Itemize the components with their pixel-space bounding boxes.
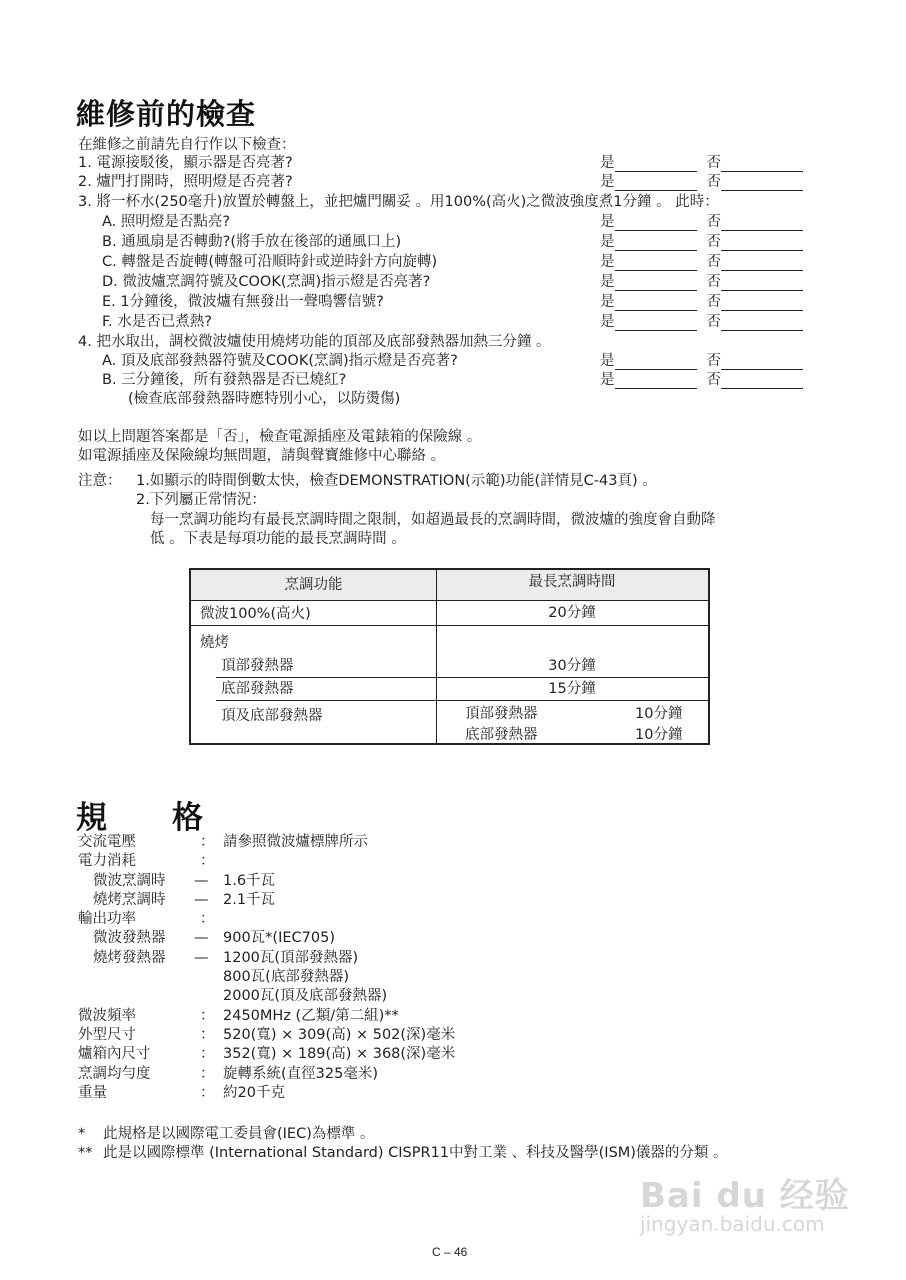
spec-label: 重量	[78, 1084, 107, 1101]
footnote-1-text: 此規格是以國際電工委員會(IEC)為標準 。	[103, 1126, 375, 1142]
table-row-both-bottom-name: 底部發熱器	[465, 727, 538, 743]
checklist-item-4b: B. 三分鐘後，所有發熱器是否已燒紅?	[102, 372, 347, 388]
spec-row-output-power	[78, 910, 598, 929]
answer-field-4a[interactable]: 是 否	[600, 352, 803, 370]
table-row-top-heater-time: 30分鐘	[548, 658, 596, 674]
spec-separator: ：	[200, 1007, 215, 1024]
spec-separator: ：	[200, 853, 215, 870]
table-row-microwave-time: 20分鐘	[548, 605, 596, 621]
spec-label: 燒烤烹調時	[93, 891, 166, 908]
max-cooking-time-table	[189, 568, 710, 745]
spec-separator: ：	[200, 911, 215, 928]
intro-text: 在維修之前請先自行作以下檢查：	[78, 137, 296, 153]
table-row-both-top-name: 頂部發熱器	[465, 706, 538, 722]
spec-label: 交流電壓	[78, 834, 136, 850]
checklist-item-3f: F. 水是否已煮熱?	[102, 314, 212, 330]
spec-row-ac-voltage	[78, 833, 598, 852]
spec-row-weight	[78, 1084, 598, 1103]
table-row-top-heater-label: 頂部發熱器	[221, 658, 294, 674]
spec-value: 1200瓦(頂部發熱器)	[223, 949, 359, 966]
answer-field-3e[interactable]: 是 否	[600, 293, 803, 311]
spec-separator: ：	[200, 834, 215, 850]
spec-value: 約20千克	[223, 1084, 285, 1101]
spec-row-microwave-frequency	[78, 1007, 598, 1026]
footnote-2-mark: **	[78, 1145, 93, 1161]
spec-separator: —	[194, 891, 209, 908]
checklist-item-3: 3. 將一杯水(250毫升)放置於轉盤上，並把爐門關妥 。用100%(高火)之微波強度煮1分鐘 。 此時：	[78, 194, 719, 210]
spec-label: 微波烹調時	[93, 872, 166, 889]
spec-label: 燒烤發熱器	[93, 949, 166, 966]
no-blank[interactable]	[721, 295, 803, 311]
table-row-bottom-heater-time: 15分鐘	[548, 681, 596, 697]
footnote-1-mark: *	[78, 1126, 86, 1142]
checklist-item-2: 2. 爐門打開時，照明燈是否亮著?	[78, 174, 293, 190]
spec-row-outer-dimensions	[78, 1026, 598, 1045]
checklist-item-3c: C. 轉盤是否旋轉(轉盤可沿順時針或逆時針方向旋轉)	[102, 254, 438, 270]
spec-row-microwave-cooking	[78, 872, 598, 891]
note-label: 注意：	[78, 473, 122, 489]
table-divider	[216, 677, 708, 678]
baidu-watermark-logo: Bai du 经验	[640, 1176, 850, 1216]
spec-value: 旋轉系統(直徑325毫米)	[223, 1065, 378, 1082]
spec-row-grill-cooking	[78, 891, 598, 910]
spec-row-power-consumption	[78, 852, 598, 871]
checklist-item-3e: E. 1分鐘後，微波爐有無發出一聲鳴響信號?	[102, 294, 384, 310]
spec-value: 1.6千瓦	[223, 872, 276, 889]
table-row-both-bottom-time: 10分鐘	[635, 727, 683, 743]
checklist-item-4-caution: (檢查底部發熱器時應特別小心，以防燙傷)	[128, 391, 401, 407]
spec-row-grill-heater	[78, 949, 598, 968]
note-1: 1.如顯示的時間倒數太快，檢查DEMONSTRATION(示範)功能(詳情見C-43頁) 。	[136, 473, 657, 489]
no-blank[interactable]	[721, 275, 803, 291]
spec-label: 微波頻率	[78, 1007, 136, 1024]
spec-separator: ：	[200, 1084, 215, 1101]
spec-value: 520(寬) × 309(高) × 502(深)毫米	[223, 1026, 456, 1043]
page-number: C – 46	[432, 1245, 468, 1259]
checklist-item-1: 1. 電源接駁後，顯示器是否亮著?	[78, 155, 293, 171]
note-2: 2.下列屬正常情況：	[136, 492, 266, 508]
yes-blank[interactable]	[615, 373, 697, 389]
spec-label: 輸出功率	[78, 911, 136, 928]
checklist-item-4: 4. 把水取出，調校微波爐使用燒烤功能的頂部及底部發熱器加熱三分鐘 。	[78, 334, 551, 350]
yes-blank[interactable]	[615, 215, 697, 231]
table-divider	[191, 625, 708, 626]
table-header-max-time: 最長烹調時間	[528, 574, 616, 590]
yes-blank[interactable]	[615, 354, 697, 370]
yes-blank[interactable]	[615, 235, 697, 251]
yes-blank[interactable]	[615, 275, 697, 291]
spec-row-grill-heater-both	[78, 987, 598, 1006]
answer-field-2[interactable]: 是 否	[600, 173, 803, 191]
spec-separator: ：	[200, 1065, 215, 1082]
checklist-item-3d: D. 微波爐烹調符號及COOK(烹調)指示燈是否亮著?	[102, 274, 431, 290]
spec-separator: ：	[200, 1026, 215, 1043]
section-title-specifications: 規 格	[76, 800, 204, 836]
answer-field-3b[interactable]: 是 否	[600, 233, 803, 251]
yes-blank[interactable]	[615, 156, 697, 172]
no-blank[interactable]	[721, 373, 803, 389]
spec-value: 900瓦*(IEC705)	[223, 930, 335, 947]
no-blank[interactable]	[721, 354, 803, 370]
table-row-grill-label: 燒烤	[200, 635, 229, 651]
spec-label: 電力消耗	[78, 853, 136, 870]
table-row-microwave-label: 微波100%(高火)	[200, 606, 311, 622]
no-blank[interactable]	[721, 255, 803, 271]
spec-row-microwave-heater	[78, 929, 598, 948]
checklist-item-3a: A. 照明燈是否點亮?	[102, 214, 231, 230]
yes-blank[interactable]	[615, 295, 697, 311]
table-divider	[216, 700, 708, 701]
yes-blank[interactable]	[615, 255, 697, 271]
spec-row-cooking-uniformity	[78, 1065, 598, 1084]
answer-field-3d[interactable]: 是 否	[600, 273, 803, 291]
note-detail-line-1: 每一烹調功能均有最長烹調時間之限制，如超過最長的烹調時間，微波爐的強度會自動降	[150, 512, 716, 528]
answer-field-3c[interactable]: 是 否	[600, 253, 803, 271]
yes-blank[interactable]	[615, 175, 697, 191]
no-blank[interactable]	[721, 315, 803, 331]
answer-field-4b[interactable]: 是 否	[600, 371, 803, 389]
spec-value: 2000瓦(頂及底部發熱器)	[223, 988, 388, 1005]
checklist-item-4a: A. 頂及底部發熱器符號及COOK(烹調)指示燈是否亮著?	[102, 353, 458, 369]
no-blank[interactable]	[721, 215, 803, 231]
spec-value: 352(寬) × 189(高) × 368(深)毫米	[223, 1046, 456, 1063]
spec-separator: ：	[200, 1046, 215, 1063]
spec-value: 2450MHz (乙類/第二組)**	[223, 1007, 399, 1024]
spec-label: 烹調均勻度	[78, 1065, 151, 1082]
note-detail-line-2: 低 。下表是每項功能的最長烹調時間 。	[150, 531, 406, 547]
spec-label: 外型尺寸	[78, 1026, 136, 1043]
advice-line-2: 如電源插座及保險線均無問題，請與聲寶維修中心聯絡 。	[78, 448, 446, 464]
answer-field-3a[interactable]: 是 否	[600, 213, 803, 231]
spec-separator: —	[194, 930, 209, 947]
spec-value: 請參照微波爐標牌所示	[223, 834, 368, 850]
table-row-both-heaters-label: 頂及底部發熱器	[221, 708, 323, 724]
answer-field-3f[interactable]: 是 否	[600, 313, 803, 331]
spec-row-grill-heater-bottom	[78, 968, 598, 987]
spec-list	[78, 833, 598, 1103]
advice-line-1: 如以上問題答案都是「否」，檢查電源插座及電錶箱的保險線 。	[78, 429, 482, 445]
no-blank[interactable]	[721, 175, 803, 191]
table-divider	[191, 600, 708, 601]
footnote-2-text: 此是以國際標準 (International Standard) CISPR11中對工業 、科技及醫學(ISM)儀器的分類 。	[103, 1145, 728, 1161]
spec-separator: —	[194, 872, 209, 889]
answer-field-1[interactable]: 是 否	[600, 154, 803, 172]
no-blank[interactable]	[721, 156, 803, 172]
checklist-item-3b: B. 通風扇是否轉動?(將手放在後部的通風口上)	[102, 234, 402, 250]
spec-separator: —	[194, 949, 209, 966]
spec-value: 2.1千瓦	[223, 891, 276, 908]
table-header-function: 烹調功能	[284, 577, 343, 593]
spec-label: 爐箱內尺寸	[78, 1046, 151, 1063]
table-row-both-top-time: 10分鐘	[635, 706, 683, 722]
no-blank[interactable]	[721, 235, 803, 251]
yes-blank[interactable]	[615, 315, 697, 331]
spec-label: 微波發熱器	[93, 930, 166, 947]
section-title-pre-repair-check: 維修前的檢查	[76, 97, 257, 131]
baidu-watermark-url: jingyan.baidu.com	[640, 1212, 825, 1236]
table-row-bottom-heater-label: 底部發熱器	[221, 681, 294, 697]
spec-row-cavity-dimensions	[78, 1045, 598, 1064]
spec-value: 800瓦(底部發熱器)	[223, 969, 349, 986]
